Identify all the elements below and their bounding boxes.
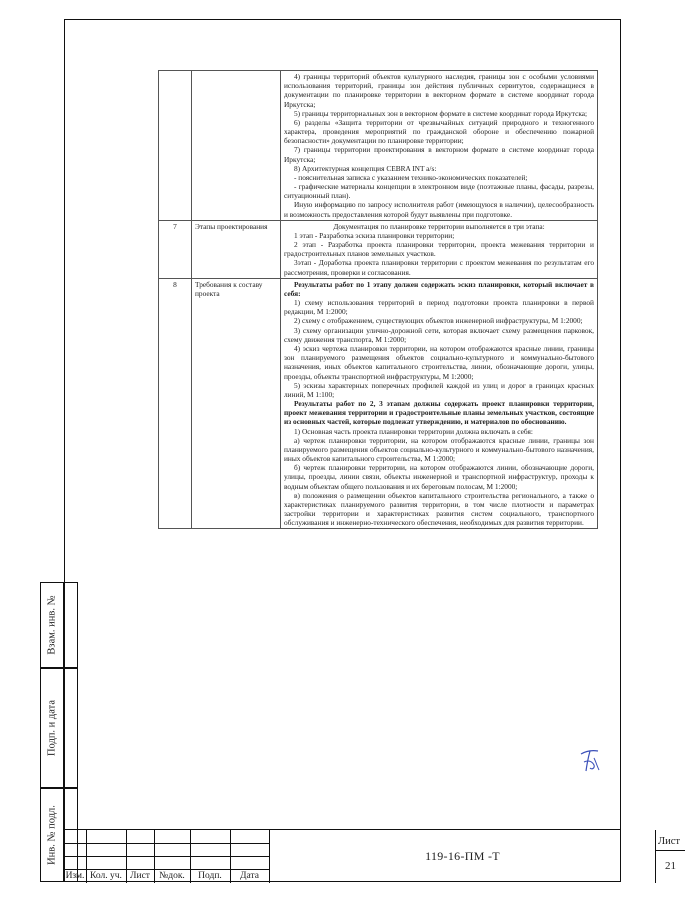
paragraph: 5) границы территориальных зон в векторном формате в системе координат города Иркутска; (294, 108, 588, 118)
paragraph: 3этап - Доработка проекта планировки территории с проектом межевания по результатам его рассмотрения, проверки и согласования. (284, 258, 594, 277)
paragraph: 1 этап - Разработка эскиза планировки территории; (294, 230, 455, 240)
header-kol-uch: Кол. уч. (90, 871, 122, 881)
stamp-podp-data (40, 668, 64, 788)
paragraph: 8) Архитектурная концепция CEBRA INT a/s: (294, 163, 437, 173)
paragraph: - графические материалы концепции в электронном виде (поэтажные планы, фасады, разрезы, ситуационный план). (284, 182, 594, 201)
grid-line (64, 843, 269, 844)
row-description-cell (281, 71, 598, 221)
stamp-label: Инв. № подл. (46, 805, 58, 865)
grid-line (64, 869, 269, 870)
paragraph: - пояснительная записка с указанием технико-экономических показателей; (294, 172, 528, 182)
paragraph: 3) схему организации улично-дорожной сети, которая включает схему размещения парковок, схему движения транспорта, М 1:2000; (284, 325, 594, 344)
row-number-cell: 7 (159, 220, 192, 278)
grid-line (64, 856, 269, 857)
header-data: Дата (240, 871, 259, 881)
stamp-inv-podl (40, 788, 64, 882)
stamp-fill-2 (64, 668, 78, 788)
row-description-cell (281, 278, 598, 529)
grid-line (656, 850, 685, 851)
row-number-cell: 8 (159, 278, 192, 529)
stamp-inv-zam (40, 582, 64, 668)
header-ndok: №док. (159, 871, 185, 881)
row-name-cell (192, 71, 281, 221)
signature-icon (578, 746, 602, 774)
paragraph: Иную информацию по запросу исполнителя работ (имеющуюся в наличии), целесообразность и возможность предоставления которой будут выявлены при подготовке. (284, 200, 594, 219)
paragraph: 1) Основная часть проекта планировки территории должна включать в себя: (294, 426, 533, 436)
table-row-continuation (159, 71, 598, 221)
requirements-table-wrap (158, 70, 598, 529)
paragraph: 4) границы территорий объектов культурного наследия, границы зон с особыми условиями использования территорий, границы зон действия публичных сервитутов, содержащиеся в документации по планировке территории в векторном формате в системе координат города Иркутска; (284, 72, 594, 109)
row-description-cell (281, 220, 598, 278)
title-block-grid (64, 830, 269, 883)
paragraph: а) чертеж планировки территории, на котором отображаются красные линии, границы зон планируемого размещения объектов социально-культурного и коммунально-бытового назначения, иных объектов капитального строительства, М 1:2000; (284, 435, 594, 464)
header-izm: Изм. (65, 871, 85, 881)
row-name-cell: Требования к составу проекта (192, 278, 281, 529)
paragraph: 1) схему использования территорий в период подготовки проекта планировки в первой редакции, М 1:2000; (284, 298, 594, 317)
paragraph: 4) эскиз чертежа планировки территории, на котором отображаются красные линии, границы зон планируемого размещения объектов социально-культурного и коммунально-бытового назначения, иных объектов капитального строительства, линии, обозначающие дороги, улицы, проезды, объекты транспортной инфраструктуры, М 1:2000; (284, 343, 594, 381)
paragraph: Документация по планировке территории выполняется в три этапа: (333, 221, 545, 231)
header-list: Лист (130, 871, 150, 881)
requirements-table (158, 70, 598, 529)
paragraph-bold: Результаты работ по 2, 3 этапам должны содержать проект планировки территории, проект межевания территории и градостроительные планы земельных участков, состоящие из основных частей, которые подлежат утверждению, и материалов по обоснованию. (284, 399, 594, 427)
table-row-8 (159, 278, 598, 529)
row-name-cell: Этапы проектирования (192, 220, 281, 278)
header-podp: Подп. (198, 871, 222, 881)
row-number-cell (159, 71, 192, 221)
paragraph: 2 этап - Разработка проекта планировки территории, проекта межевания территории и градостроительных планов земельных участков. (284, 240, 594, 259)
paragraph: б) чертеж планировки территории, на котором отображаются линии, обозначающие дороги, улицы, проезды, линии связи, объекты инженерной и транспортной инфраструктур, проходы к водным объектам общего пользования и их береговым полосам, М 1:2000; (284, 463, 594, 491)
stamp-fill-1 (64, 582, 78, 668)
paragraph: 6) разделы «Защита территории от чрезвычайных ситуаций природного и техногенного характера, проведения мероприятий по гражданской обороне и обеспечению пожарной безопасности» документации по планировке территории; (284, 117, 594, 146)
paragraph-bold: Результаты работ по 1 этапу должен содержать эскиз планировки, который включает в себя: (284, 279, 594, 298)
paragraph: в) положения о размещении объектов капитального строительства регионального, а также о характеристиках планируемого развития территории, в том числе плотности и параметрах застройки территории и характеристиках развития систем социального, транспортного обслуживания и инженерно-технического обеспечения, необходимых для развития территории. (284, 490, 594, 528)
sheet-number: 21 (665, 860, 676, 872)
table-row-7 (159, 220, 598, 278)
document-code: 119-16-ПМ -Т (269, 830, 656, 883)
stamp-label: Взам. инв. № (46, 595, 58, 655)
paragraph: 2) схему с отображением, существующих объектов инженерной инфраструктуры, М 1:2000; (294, 316, 583, 326)
paragraph: 5) эскизы характерных поперечных профилей каждой из улиц и дорог в границах красных линий, М 1:100; (284, 380, 594, 399)
sheet-label: Лист (658, 836, 680, 847)
paragraph: 7) границы территории проектирования в векторном формате в системе координат города Иркутска; (284, 145, 594, 164)
stamp-label: Подп. и дата (46, 699, 58, 757)
title-block (64, 829, 680, 883)
